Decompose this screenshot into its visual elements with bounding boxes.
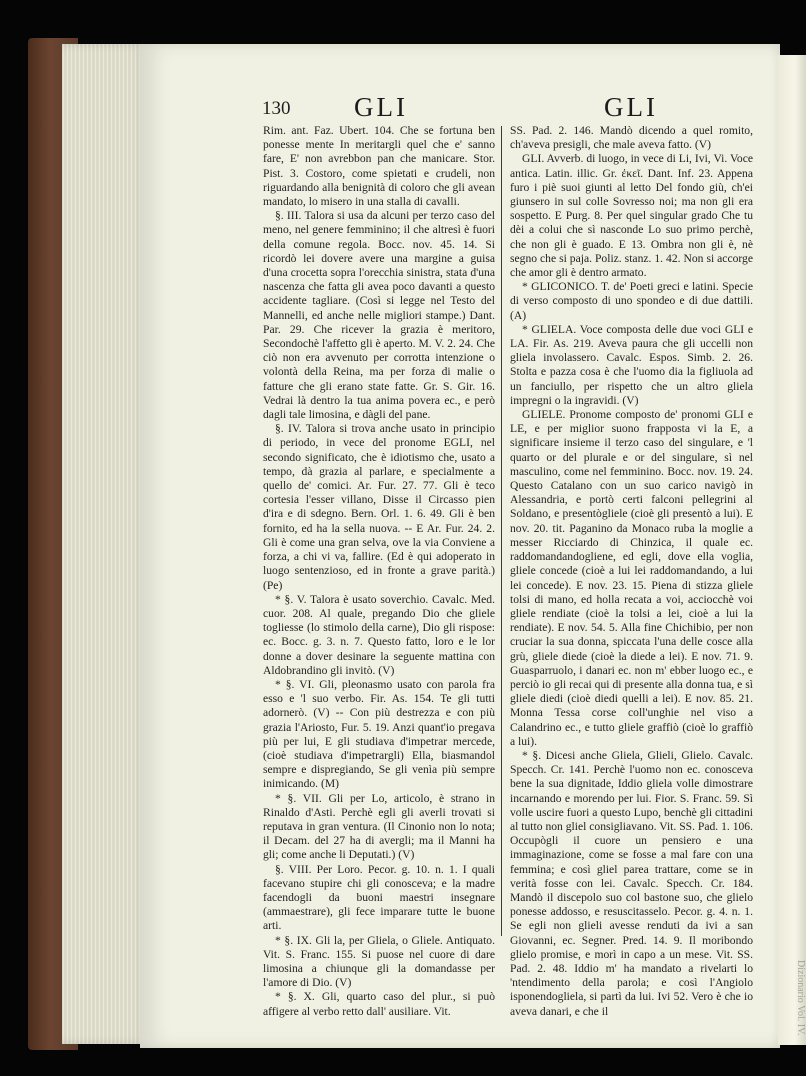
right-paragraph: * GLIELA. Voce composta delle due voci GLI e LA. Fir. As. 219. Aveva paura che gli uccelli non gliela involassero. Cavalc. Espos. Simb. 2. 26. Stolta e pazza cosa è che l'uomo dia la figliuola ad un fanciullo, per rispetto che un altro gliela impregni o la ingravidi. (V) — [510, 322, 753, 407]
right-paragraph: * §. Dicesi anche Gliela, Glieli, Glielo. Cavalc. Specch. Cr. 141. Perchè l'uomo non ec. conosceva bene la sua dignitade, Iddio gliela volle dimostrare incarnando e morendo per lui. Fior. S. Franc. 59. Sì volle uscire fuori a questo Lupo, benchè gli cittadini al tutto non gliel consigliavano. Vit. SS. Pad. 1. 106. Occupògli il cuore un pensiero e una immaginazione, come se fosse a mal fare con una femmina; e così gliel parea trattare, come se in verità fosse con lei. Cavalc. Specch. Cr. 184. Mandò il discepolo suo col bastone suo, che glielo ponesse addosso, e resuscitasselo. Pecor. g. 4. n. 1. Se egli non glieli avesse renduti da ivi a san Giovanni, ec. Segner. Pred. 14. 9. Il moribondo glielo promise, e morì in capo a un mese. Vit. SS. Pad. 2. 48. Iddio m' ha mandato a rivelarti lo 'ntendimento della parola; e così l'Angiolo isponendogliela, si partì da lui. Ivi 52. Vero è che io aveva danari, e che il — [510, 748, 753, 1018]
left-paragraph: * §. V. Talora è usato soverchio. Cavalc. Med. cuor. 208. Al quale, pregando Dio che gliele togliesse (lo stimolo della carne), Dio gli rispose: ec. Bocc. g. 3. n. 7. Questo fatto, loro e le lor donne a dover desinare la seguente mattina con Aldobrandino gli invitò. (V) — [263, 592, 495, 677]
spine-text: Dizionario Vol. IV. — [795, 960, 806, 1036]
right-paragraph: GLI. Avverb. di luogo, in vece di Li, Ivi, Vi. Voce antica. Latin. illic. Gr. ἐκεῖ. Dant. Inf. 23. Appena furo i piè suoi giunti al letto Del fondo giù, ch'ei giunsero in sul colle Sovresso noi; ma non gli era sospetto. E Purg. 8. Per quel singular grado Che tu dèi a colui che sì nasconde Lo suo primo perchè, che non gli è guado. E 13. Ombra non gli è, nè segno che si paja. Poliz. stanz. 1. 42. Non si accorge che amor gli è dentro armato. — [510, 152, 753, 280]
right-column — [510, 124, 753, 1018]
right-paragraph: SS. Pad. 2. 146. Mandò dicendo a quel romito, ch'aveva presigli, che male aveva fatto. (V) — [510, 124, 753, 152]
right-paragraph: GLIELE. Pronome composto de' pronomi GLI e LE, e per miglior suono frapposta vi la E, a significare insieme il terzo caso del singulare, e 'l quarto or del plurale e or del singulare, sì nel masculino, come nel femminino. Bocc. nov. 19. 24. Questo Catalano con un suo carico navigò in Alessandria, e portò certi falconi pellegrini al Soldano, e presentògliele (cioè gli presentò a lui). E nov. 20. tit. Paganino da Monaco ruba la moglie a messer Ricciardo di Chinzica, il quale ec. raddomandandogliene, ed egli, dove ella voglia, gliele concede (cioè a lui lei raddomandando, a lui lei concede). E nov. 23. 15. Piena di stizza gliele tolsi di mano, ed holla recata a voi, acciocchè voi gliele rendiate (cioè la tolsi a lei, cioè a lui la rendiate). E nov. 54. 5. Alla fine Chichibio, per non cruciar la sua donna, spiccata l'una delle cosce alla grù, gliele diede (cioè la diede a lei). E nov. 71. 9. Guasparruolo, i danari ec. non m' ebber luogo ec., e perciò io gli recai qui di presente alla donna tua, e sì gliele diedi (cioè diedi quelli a lei). E nov. 85. 21. Monna Tessa corse coll'unghie nel viso a Calandrino ec., e tutto gliele graffiò (cioè lo graffiò a lui). — [510, 408, 753, 748]
left-paragraph: * §. VI. Gli, pleonasmo usato con parola fra esso e 'l suo verbo. Fir. As. 154. Te gli tutti adornerò. (V) -- Con più destrezza e con più grazia l'Ariosto, Fur. 5. 19. Anzi quant'io pregava più per lui, E gli studiava d'impetrar mercede, (cioè studiava d'impetrargli) Ella, biasmandol sempre e dispregiando, Se gli venìa più sempre inimicando. (M) — [263, 677, 495, 791]
left-paragraph: * §. X. Gli, quarto caso del plur., si può affigere al verbo retto dall' ausiliare. Vit. — [263, 990, 495, 1018]
running-head-left: GLI — [354, 92, 408, 122]
left-paragraph: §. IV. Talora si trova anche usato in principio di periodo, in vece del pronome EGLI, nel secondo significato, che è idiotismo che, usato a tempo, dà grazia al parlare, e specialmente a quello de' comici. Ar. Fur. 27. 77. Gli è teco cortesia l'esser villano, Disse il Circasso pien d'ira e di sdegno. Bern. Orl. 1. 6. 49. Gli è ben fornito, ed ha la sella nuova. -- E Ar. Fur. 24. 2. Gli è come una gran selva, ove la via Conviene a forza, a chi vi va, fallire. (Ed è qui adoperato in luogo sentenzioso, ed in fronte a grave parità.) (Pe) — [263, 422, 495, 592]
left-paragraph: §. III. Talora si usa da alcuni per terzo caso del meno, nel genere femminino; il che altresì è fuori della comune regola. Bocc. nov. 45. 14. Si ricordò lei dovere avere una margine a guisa d'una crocetta sopra l'orecchia sinistra, stata d'una nascenza che fatta gli avea poco davanti a questo accidente tagliare. (Così si legge nel Testo del Mannelli, ed anche nelle migliori stampe.) Dant. Par. 29. Che ricever la grazia è meritoro, Secondochè l'affetto gli è aperto. M. V. 2. 24. Che ciò non era avvenuto per corrotta intenzione o volontà della Reina, ma per forza di malie o fatture che gli erano state fatte. Gr. S. Gir. 16. Vedrai là dentro la tua anima povera ec., e però dagli tale limosina, e dàgli del pane. — [263, 209, 495, 422]
left-paragraph: §. VIII. Per Loro. Pecor. g. 10. n. 1. I quali facevano stupire chi gli conosceva; e la madre facendogli da buoni maestri insegnare (ammaestrare), gli fece imparare tutte le buone arti. — [263, 862, 495, 933]
running-head-right: GLI — [604, 92, 658, 122]
left-paragraph: * §. VII. Gli per Lo, articolo, è strano in Rinaldo d'Asti. Perchè egli gli averli trovati si reputava in gran ventura. (Il Cinonio non lo nota; il Decam. del 27 ha di avergli; ma il Manni ha gli; come anche li Deputati.) (V) — [263, 791, 495, 862]
page-number: 130 — [262, 98, 291, 119]
left-paragraph: * §. IX. Gli la, per Gliela, o Gliele. Antiquato. Vit. S. Franc. 155. Si puose nel cuore di dare limosina a chiunque gli la domandasse per l'amore di Dio. (V) — [263, 933, 495, 990]
left-paragraph: Rim. ant. Faz. Ubert. 104. Che se fortuna ben ponesse mente In meritargli quel che e' sanno fare, E' non avrebbon pan che manicare. Stor. Pist. 3. Costoro, come spietati e crudeli, non riguardando alla benignità di coloro che gli avean mandato, lo misero in una stalla di cavalli. — [263, 124, 495, 209]
page-edges — [62, 44, 148, 1044]
column-divider — [501, 126, 502, 936]
book-cover-right — [778, 55, 806, 1045]
right-paragraph: * GLICONICO. T. de' Poeti greci e latini. Specie di verso composto di uno spondeo e di due dattili. (A) — [510, 280, 753, 322]
left-column — [263, 124, 495, 1018]
